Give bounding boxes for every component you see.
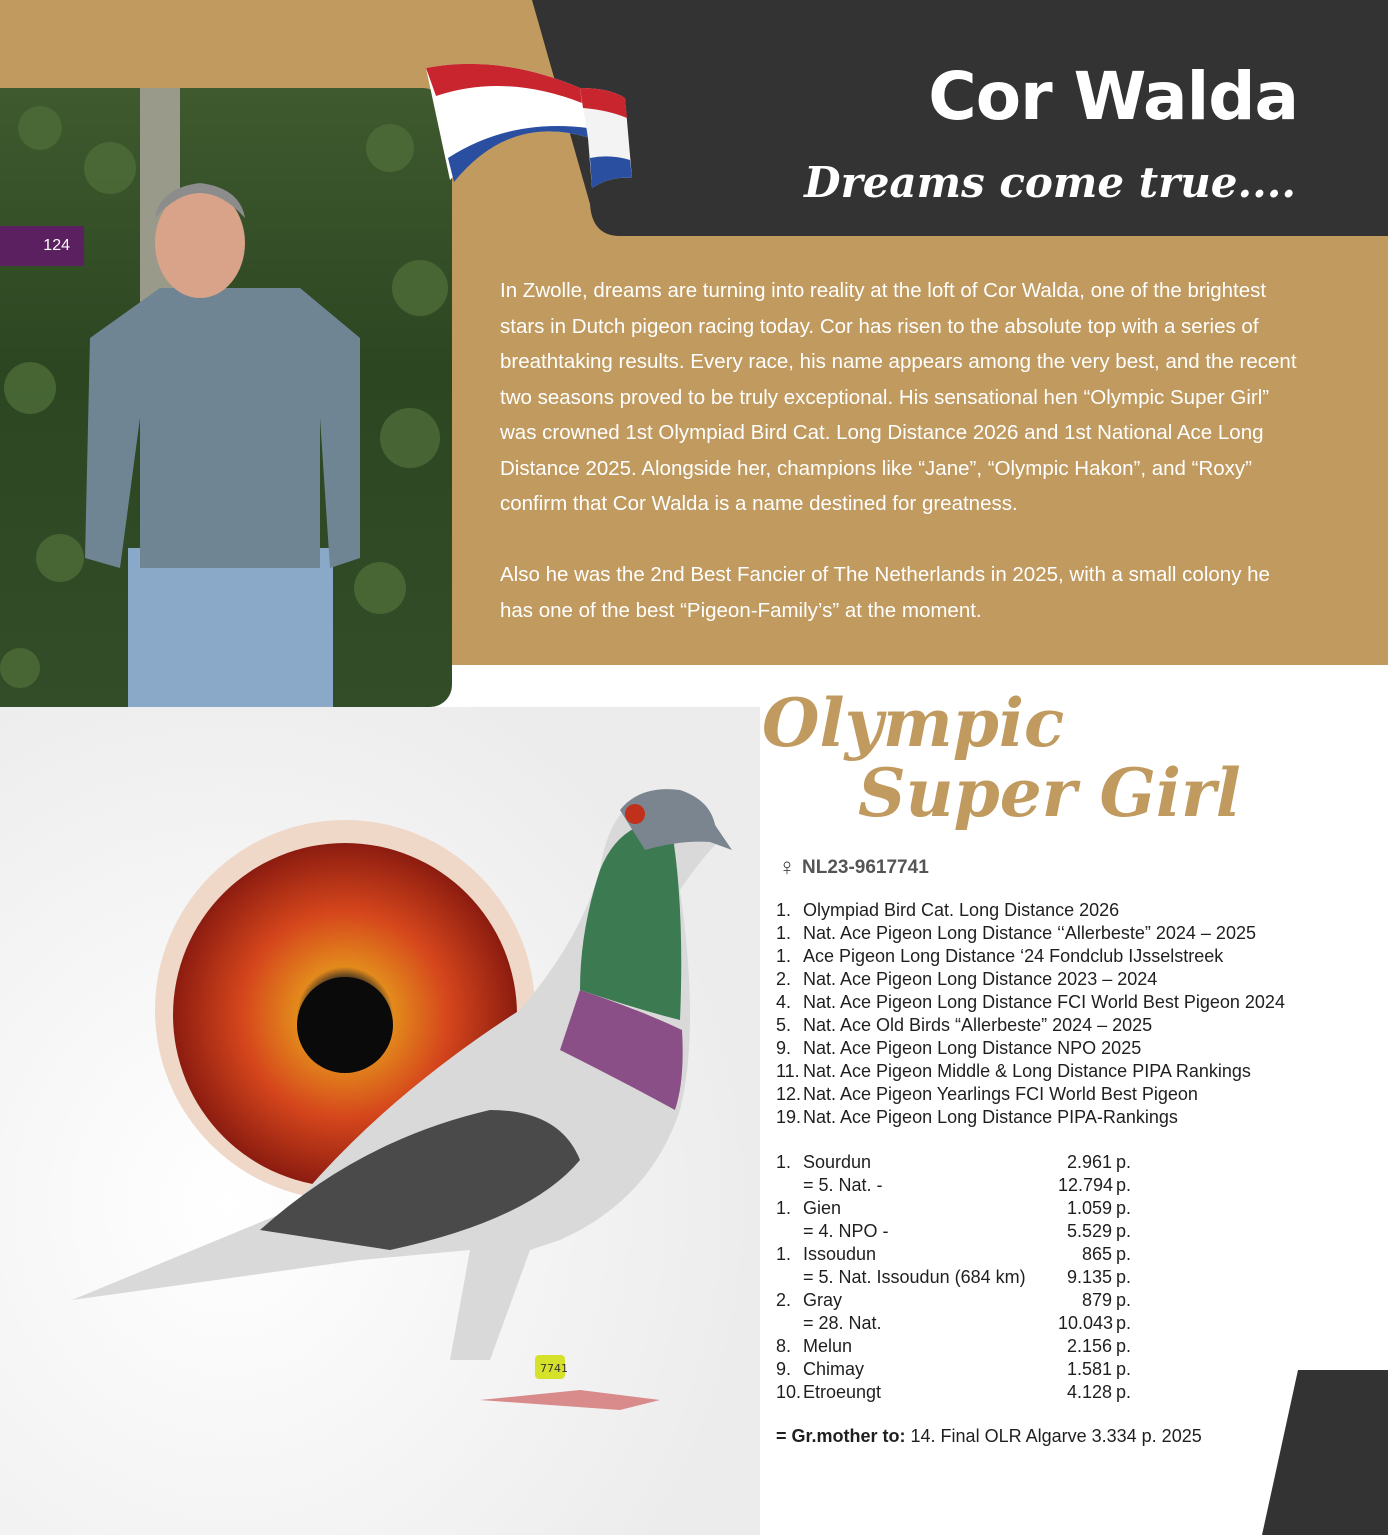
- points: 10.043: [1058, 1313, 1114, 1333]
- fancier-photo: [0, 88, 452, 707]
- list-item: [776, 922, 1336, 945]
- points: 865: [1081, 1244, 1112, 1264]
- points: 879: [1081, 1290, 1112, 1310]
- rank: [776, 1266, 803, 1289]
- rank: 19.: [776, 1107, 802, 1127]
- table-row: [776, 1220, 1138, 1243]
- list-item: [776, 1037, 1336, 1060]
- points: 4.128: [1066, 1382, 1112, 1402]
- race-name: Melun: [803, 1336, 853, 1356]
- rank: 9.: [776, 1038, 792, 1058]
- intro-paragraph: In Zwolle, dreams are turning into reality at the loft of Cor Walda, one of the brightest stars in Dutch pigeon racing today. Cor has risen to the absolute top with a series of breathtaking results. Every race, his name appears among the very best, and the recent two seasons proved to be truly exceptional. His sensational hen “Olympic Super Girl” was crowned 1st Olympiad Bird Cat. Long Distance 2026 and 1st National Ace Long Distance 2025. Alongside her, champions like “Jane”, “Olympic Hakon”, and “Roxy” confirm that Cor Walda is a name destined for greatness.: [500, 279, 1297, 515]
- table-row: [776, 1174, 1138, 1197]
- table-row: [776, 1381, 1138, 1404]
- unit: p.: [1116, 1267, 1132, 1287]
- unit: p.: [1116, 1290, 1132, 1310]
- rank: 1.: [776, 946, 792, 966]
- table-row: [776, 1358, 1138, 1381]
- table-row: [776, 1266, 1138, 1289]
- rank: [776, 1220, 803, 1243]
- rank: 12.: [776, 1084, 802, 1104]
- female-icon: ♀: [778, 854, 796, 881]
- achievement-text: Nat. Ace Pigeon Long Distance PIPA-Rankings: [803, 1107, 1178, 1127]
- table-row: [776, 1335, 1138, 1358]
- intro-text: [500, 273, 1300, 628]
- rank: 11.: [776, 1061, 800, 1081]
- race-name: Gray: [803, 1290, 843, 1310]
- dark-corner-block: [1262, 1370, 1388, 1535]
- table-row: [776, 1151, 1138, 1174]
- achievement-text: Nat. Ace Old Birds “Allerbeste” 2024 – 2025: [803, 1015, 1153, 1035]
- rank: 8.: [776, 1336, 792, 1356]
- race-name: Sourdun: [803, 1152, 872, 1172]
- unit: p.: [1116, 1244, 1132, 1264]
- achievement-text: Nat. Ace Pigeon Long Distance FCI World Best Pigeon 2024: [803, 992, 1285, 1012]
- rank: [776, 1312, 803, 1335]
- points: 1.059: [1066, 1198, 1112, 1218]
- unit: p.: [1116, 1152, 1132, 1172]
- points: 1.581: [1066, 1359, 1112, 1379]
- achievement-text: Nat. Ace Pigeon Middle & Long Distance PIPA Rankings: [803, 1061, 1251, 1081]
- unit: p.: [1116, 1175, 1132, 1195]
- points: 2.156: [1066, 1336, 1112, 1356]
- race-name: = 5. Nat. -: [803, 1175, 883, 1195]
- rank: 9.: [776, 1359, 792, 1379]
- intro-paragraph: Also he was the 2nd Best Fancier of The Netherlands in 2025, with a small colony he has one of the best “Pigeon-Family’s” at the moment.: [500, 563, 1270, 622]
- achievements-list: [776, 899, 1336, 1129]
- race-name: = 28. Nat.: [803, 1313, 882, 1333]
- page-number: 124: [0, 226, 84, 266]
- rank: 2.: [776, 969, 792, 989]
- page-title: Cor Walda: [928, 58, 1298, 135]
- unit: p.: [1116, 1313, 1132, 1333]
- rank: 5.: [776, 1015, 792, 1035]
- list-item: [776, 991, 1336, 1014]
- unit: p.: [1116, 1221, 1132, 1241]
- achievement-text: Nat. Ace Pigeon Long Distance NPO 2025: [803, 1038, 1142, 1058]
- unit: p.: [1116, 1359, 1132, 1379]
- rank: 1.: [776, 1244, 792, 1264]
- race-name: Chimay: [803, 1359, 865, 1379]
- eye-pupil: [297, 977, 393, 1073]
- points: 2.961: [1066, 1152, 1112, 1172]
- list-item: [776, 1060, 1336, 1083]
- pigeon-illustration: [60, 780, 750, 1440]
- list-item: [776, 1083, 1336, 1106]
- rank: 1.: [776, 1198, 792, 1218]
- tagline: Dreams come true....: [804, 158, 1296, 207]
- table-row: [776, 1197, 1138, 1220]
- list-item: [776, 1014, 1336, 1037]
- achievement-text: Nat. Ace Pigeon Yearlings FCI World Best Pigeon: [803, 1084, 1198, 1104]
- table-row: [776, 1289, 1138, 1312]
- list-item: [776, 945, 1336, 968]
- rank: 10.: [776, 1382, 802, 1402]
- race-name: Issoudun: [803, 1244, 877, 1264]
- achievement-text: Olympiad Bird Cat. Long Distance 2026: [803, 900, 1120, 920]
- footnote: [776, 1426, 1202, 1447]
- points: 12.794: [1058, 1175, 1114, 1195]
- pigeon-name-line1: Olympic: [762, 684, 1065, 762]
- unit: p.: [1116, 1198, 1132, 1218]
- list-item: [776, 1106, 1336, 1129]
- pigeon-name-line2: Super Girl: [858, 754, 1241, 832]
- table-row: [776, 1243, 1138, 1266]
- table-row: [776, 1312, 1138, 1335]
- dutch-flag-icon: [420, 58, 635, 194]
- pigeon-neck: [580, 820, 681, 1020]
- footnote-text: 14. Final OLR Algarve 3.334 p. 2025: [910, 1426, 1202, 1446]
- ring-number-row: [778, 854, 929, 882]
- achievement-text: Nat. Ace Pigeon Long Distance 2023 – 2024: [803, 969, 1158, 989]
- leg-band-text: 7741: [540, 1362, 568, 1375]
- race-results-table: [776, 1151, 1138, 1404]
- rank: 1.: [776, 900, 792, 920]
- list-item: [776, 899, 1336, 922]
- rank: 2.: [776, 1290, 792, 1310]
- race-name: = 5. Nat. Issoudun (684 km): [803, 1267, 1026, 1287]
- points: 5.529: [1066, 1221, 1112, 1241]
- achievement-text: Nat. Ace Pigeon Long Distance ‘‘Allerbeste” 2024 – 2025: [803, 923, 1256, 943]
- race-name: Etroeungt: [803, 1382, 882, 1402]
- unit: p.: [1116, 1336, 1132, 1356]
- race-name: Gien: [803, 1198, 842, 1218]
- rank: [776, 1174, 803, 1197]
- race-name: = 4. NPO -: [803, 1221, 889, 1241]
- fancier-illustration: [0, 88, 452, 707]
- rank: 4.: [776, 992, 792, 1012]
- ring-number: NL23-9617741: [802, 857, 929, 878]
- pigeon-name: [762, 684, 1241, 832]
- rank: 1.: [776, 1152, 792, 1172]
- rank: 1.: [776, 923, 792, 943]
- footnote-label: = Gr.mother to:: [776, 1426, 906, 1446]
- points: 9.135: [1066, 1267, 1112, 1287]
- achievement-text: Ace Pigeon Long Distance ‘24 Fondclub IJsselstreek: [803, 946, 1224, 966]
- list-item: [776, 968, 1336, 991]
- unit: p.: [1116, 1382, 1132, 1402]
